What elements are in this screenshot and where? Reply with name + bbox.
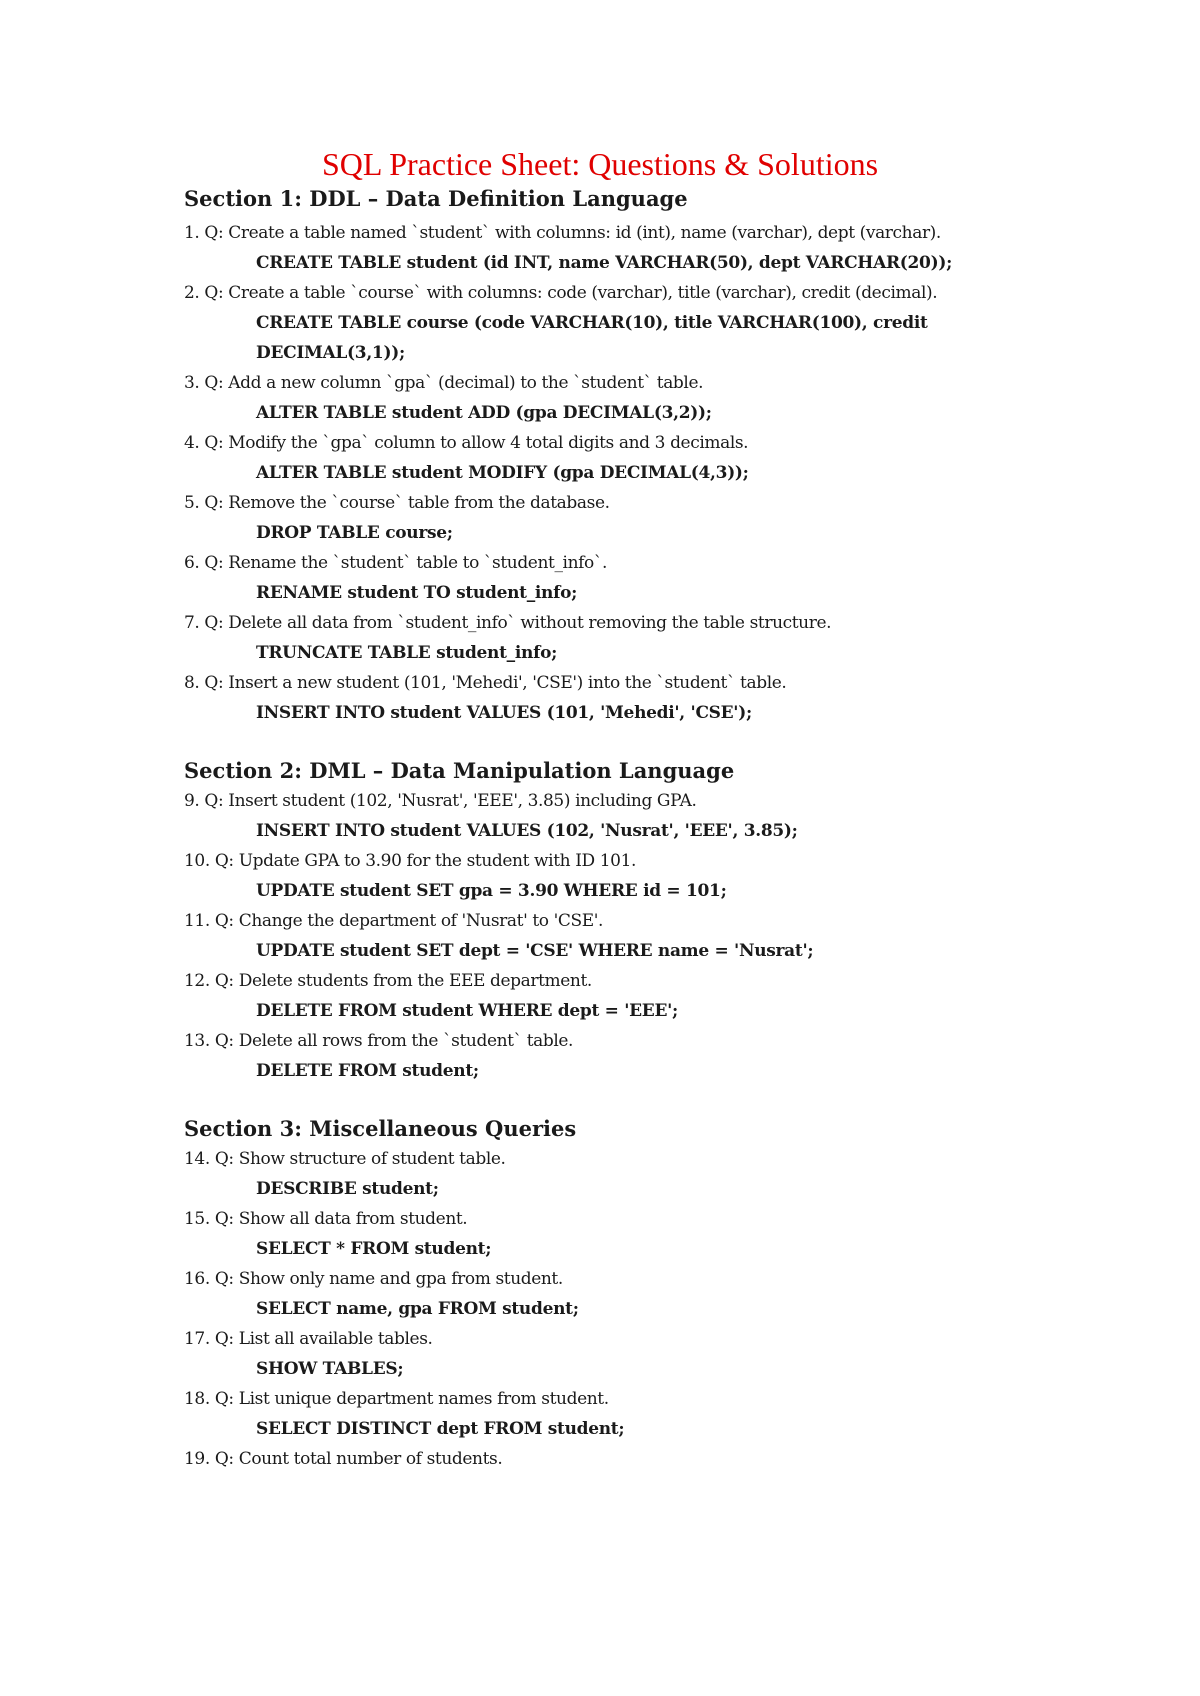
question-text: 5. Q: Remove the `course` table from the database. (184, 493, 610, 513)
section-heading: Section 2: DML – Data Manipulation Language (184, 758, 735, 783)
solution-sql: INSERT INTO student VALUES (102, 'Nusrat', 'EEE', 3.85); (256, 821, 798, 841)
question-text: 15. Q: Show all data from student. (184, 1209, 468, 1229)
question-text: 16. Q: Show only name and gpa from student. (184, 1269, 563, 1289)
solution-sql: DELETE FROM student WHERE dept = 'EEE'; (256, 1001, 678, 1021)
solution-sql: SHOW TABLES; (256, 1359, 404, 1379)
solution-sql: CREATE TABLE student (id INT, name VARCHAR(50), dept VARCHAR(20)); (256, 253, 953, 273)
question-text: 13. Q: Delete all rows from the `student` table. (184, 1031, 574, 1051)
solution-sql: UPDATE student SET dept = 'CSE' WHERE name = 'Nusrat'; (256, 941, 814, 961)
solution-sql: SELECT * FROM student; (256, 1239, 492, 1259)
document-body (184, 184, 1024, 1474)
question-text: 8. Q: Insert a new student (101, 'Mehedi', 'CSE') into the `student` table. (184, 673, 787, 693)
solution-sql: DELETE FROM student; (256, 1061, 479, 1081)
solution-sql: RENAME student TO student_info; (256, 583, 578, 603)
question-text: 3. Q: Add a new column `gpa` (decimal) to the `student` table. (184, 373, 704, 393)
solution-sql: ALTER TABLE student MODIFY (gpa DECIMAL(4,3)); (256, 463, 749, 483)
question-text: 10. Q: Update GPA to 3.90 for the student with ID 101. (184, 851, 637, 871)
question-text: 4. Q: Modify the `gpa` column to allow 4 total digits and 3 decimals. (184, 433, 749, 453)
solution-sql: DROP TABLE course; (256, 523, 453, 543)
question-text: 6. Q: Rename the `student` table to `student_info`. (184, 553, 607, 573)
question-text: 11. Q: Change the department of 'Nusrat' to 'CSE'. (184, 911, 604, 931)
question-text: 19. Q: Count total number of students. (184, 1449, 503, 1469)
page-title: SQL Practice Sheet: Questions & Solutions (321, 146, 879, 182)
question-text: 12. Q: Delete students from the EEE department. (184, 971, 592, 991)
question-text: 14. Q: Show structure of student table. (184, 1149, 506, 1169)
question-text: 7. Q: Delete all data from `student_info` without removing the table structure. (184, 613, 832, 633)
solution-sql: TRUNCATE TABLE student_info; (256, 643, 558, 663)
solution-sql: SELECT name, gpa FROM student; (256, 1299, 579, 1319)
section-heading: Section 1: DDL – Data Definition Language (184, 186, 688, 211)
question-text: 2. Q: Create a table `course` with columns: code (varchar), title (varchar), credit (decimal). (184, 283, 938, 303)
solution-sql: UPDATE student SET gpa = 3.90 WHERE id = 101; (256, 881, 727, 901)
section-dml (184, 756, 1024, 1086)
solution-sql: SELECT DISTINCT dept FROM student; (256, 1419, 625, 1439)
section-ddl (184, 184, 1024, 728)
solution-sql: INSERT INTO student VALUES (101, 'Mehedi', 'CSE'); (256, 703, 752, 723)
solution-sql: ALTER TABLE student ADD (gpa DECIMAL(3,2)); (256, 403, 712, 423)
section-misc (184, 1114, 1024, 1474)
solution-sql: DESCRIBE student; (256, 1179, 439, 1199)
solution-sql: CREATE TABLE course (code VARCHAR(10), title VARCHAR(100), credit DECIMAL(3,1)); (256, 313, 928, 363)
question-text: 18. Q: List unique department names from student. (184, 1389, 609, 1409)
question-text: 17. Q: List all available tables. (184, 1329, 433, 1349)
question-text: 9. Q: Insert student (102, 'Nusrat', 'EEE', 3.85) including GPA. (184, 791, 697, 811)
question-text: 1. Q: Create a table named `student` with columns: id (int), name (varchar), dept (varchar). (184, 223, 941, 243)
section-heading: Section 3: Miscellaneous Queries (184, 1116, 577, 1141)
